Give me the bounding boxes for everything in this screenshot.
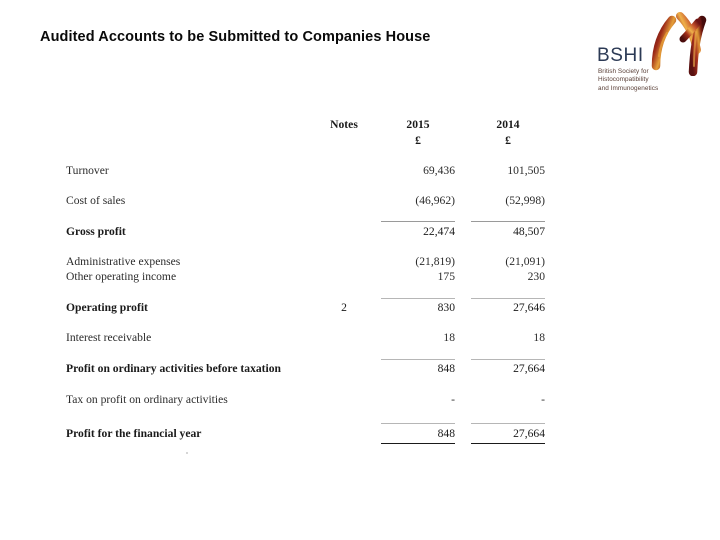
row-label: Cost of sales [66, 194, 126, 207]
total-rule-top-2015 [381, 423, 455, 424]
row-value-2015: (21,819) [415, 255, 455, 268]
table-row [0, 255, 720, 271]
total-rule-bottom-2014 [471, 443, 545, 444]
row-label: Operating profit [66, 301, 148, 314]
total-rule-bottom-2015 [381, 443, 455, 444]
row-value-2015: (46,962) [415, 194, 455, 207]
row-label: Interest receivable [66, 331, 152, 344]
logo-wordmark: BSHI [597, 45, 644, 66]
row-value-2014: 18 [533, 331, 545, 344]
logo-tagline-line-3: and Immunogenetics [598, 84, 659, 92]
logo-tagline-line-2: Histocompatibility [598, 76, 649, 84]
subtotal-rule-2014 [471, 298, 545, 299]
table-row [0, 270, 720, 286]
subtotal-rule-2015 [381, 359, 455, 360]
row-value-2014: 27,664 [513, 362, 545, 375]
row-value-2014: 101,505 [507, 164, 545, 177]
table-row [0, 393, 720, 409]
table-row [0, 164, 720, 180]
subtotal-rule-2015 [381, 221, 455, 222]
page-title: Audited Accounts to be Submitted to Companies House [40, 29, 431, 45]
scan-artifact [186, 452, 188, 454]
row-value-2015: 848 [437, 427, 455, 440]
row-label: Other operating income [66, 270, 177, 283]
row-value-2015: 848 [437, 362, 455, 375]
table-row [0, 225, 720, 241]
total-rule-top-2014 [471, 423, 545, 424]
table-row [0, 331, 720, 347]
row-label: Gross profit [66, 225, 126, 238]
logo-tagline-line-1: British Society for [598, 68, 649, 75]
row-label: Profit for the financial year [66, 427, 202, 440]
row-value-2015: 22,474 [423, 225, 455, 238]
row-value-2014: 27,664 [513, 427, 545, 440]
row-label: Administrative expenses [66, 255, 181, 268]
row-value-2015: 175 [437, 270, 455, 283]
row-value-2014: - [541, 393, 545, 406]
subtotal-rule-2014 [471, 221, 545, 222]
row-notes: 2 [341, 301, 347, 314]
row-value-2014: 230 [527, 270, 545, 283]
column-header-year-2014: 2014 [496, 118, 520, 131]
table-row [0, 362, 720, 378]
column-header-currency-2014: £ [505, 134, 511, 147]
row-value-2015: 18 [443, 331, 455, 344]
row-label: Turnover [66, 164, 109, 177]
row-value-2014: (52,998) [505, 194, 545, 207]
column-header-year-2015: 2015 [406, 118, 430, 131]
row-value-2014: 27,646 [513, 301, 545, 314]
row-value-2014: 48,507 [513, 225, 545, 238]
table-row [0, 301, 720, 317]
row-value-2015: 830 [437, 301, 455, 314]
subtotal-rule-2015 [381, 298, 455, 299]
column-header-currency-2015: £ [415, 134, 421, 147]
subtotal-rule-2014 [471, 359, 545, 360]
column-header-notes: Notes [330, 118, 358, 131]
row-value-2015: 69,436 [423, 164, 455, 177]
row-value-2015: - [451, 393, 455, 406]
table-row [0, 194, 720, 210]
row-label: Profit on ordinary activities before taxation [66, 362, 281, 375]
row-value-2014: (21,091) [505, 255, 545, 268]
table-row [0, 427, 720, 443]
row-label: Tax on profit on ordinary activities [66, 393, 228, 406]
